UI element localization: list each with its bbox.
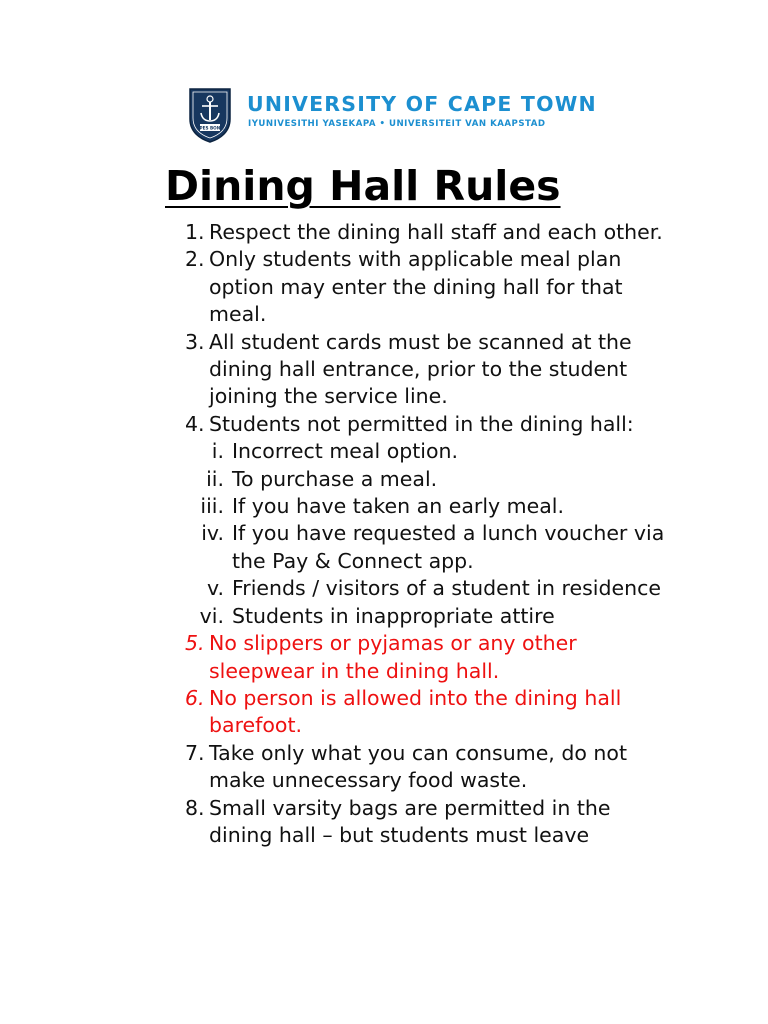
sub-rule-number: iii. [200, 494, 224, 519]
rule-text: Take only what you can consume, do not make unnecessary food waste. [209, 740, 627, 793]
sub-rule-item [185, 493, 675, 520]
rule-number: 5. [185, 631, 205, 656]
rule-number: 8. [185, 795, 205, 820]
sub-rule-text: Friends / visitors of a student in residence [232, 576, 661, 601]
sub-rule-text: If you have requested a lunch voucher via the Pay & Connect app. [232, 521, 665, 573]
rule-item [185, 411, 675, 438]
rule-item [185, 246, 675, 328]
rule-text: Small varsity bags are permitted in the dining hall – but students must leave [209, 795, 611, 847]
rule-number: 4. [185, 411, 205, 436]
rule-text: No person is allowed into the dining hall barefoot. [209, 685, 622, 738]
rule-number: 3. [185, 329, 205, 354]
rule-text: All student cards must be scanned at the dining hall entrance, prior to the student joining the service line. [209, 329, 632, 409]
crest-motto: SPES BONA [196, 125, 224, 131]
rules-list [185, 219, 675, 849]
sub-rule-number: ii. [206, 466, 224, 491]
rule-item [185, 740, 675, 795]
rule-text: Respect the dining hall staff and each other. [209, 220, 663, 244]
sub-rule-number: i. [211, 439, 224, 464]
sub-rule-text: Incorrect meal option. [232, 439, 459, 464]
rule-text: No slippers or pyjamas or any other sleepwear in the dining hall. [209, 631, 577, 683]
rule-item-highlighted [185, 630, 675, 685]
sub-rule-item [185, 466, 675, 493]
sub-rule-number: v. [206, 576, 224, 601]
rule-item [185, 795, 675, 850]
university-subtitle: IYUNIVESITHI YASEKAPA • UNIVERSITEIT VAN KAAPSTAD [248, 119, 546, 129]
rule-number: 7. [185, 740, 205, 765]
sub-rule-item [185, 438, 675, 465]
page-title: Dining Hall Rules [165, 162, 561, 210]
sub-rule-number: vi. [199, 603, 224, 628]
university-name: UNIVERSITY OF CAPE TOWN [247, 92, 597, 116]
sub-rule-item [185, 603, 675, 630]
rule-number: 2. [185, 247, 205, 272]
sub-rule-text: If you have taken an early meal. [232, 494, 565, 519]
uct-crest-icon [187, 86, 233, 144]
rule-number: 6. [185, 685, 205, 710]
university-header [187, 86, 597, 144]
rule-text: Only students with applicable meal plan option may enter the dining hall for that meal. [209, 247, 623, 327]
rule-number: 1. [185, 220, 205, 244]
rule-item-highlighted [185, 685, 675, 740]
rule-item [185, 219, 675, 246]
sub-rule-number: iv. [201, 521, 224, 546]
rule-item [185, 329, 675, 411]
rule-text: Students not permitted in the dining hall: [209, 411, 634, 436]
sub-rule-item [185, 575, 675, 602]
sub-rule-text: Students in inappropriate attire [232, 603, 555, 628]
sub-rule-item [185, 520, 675, 575]
sub-rule-text: To purchase a meal. [232, 466, 438, 491]
